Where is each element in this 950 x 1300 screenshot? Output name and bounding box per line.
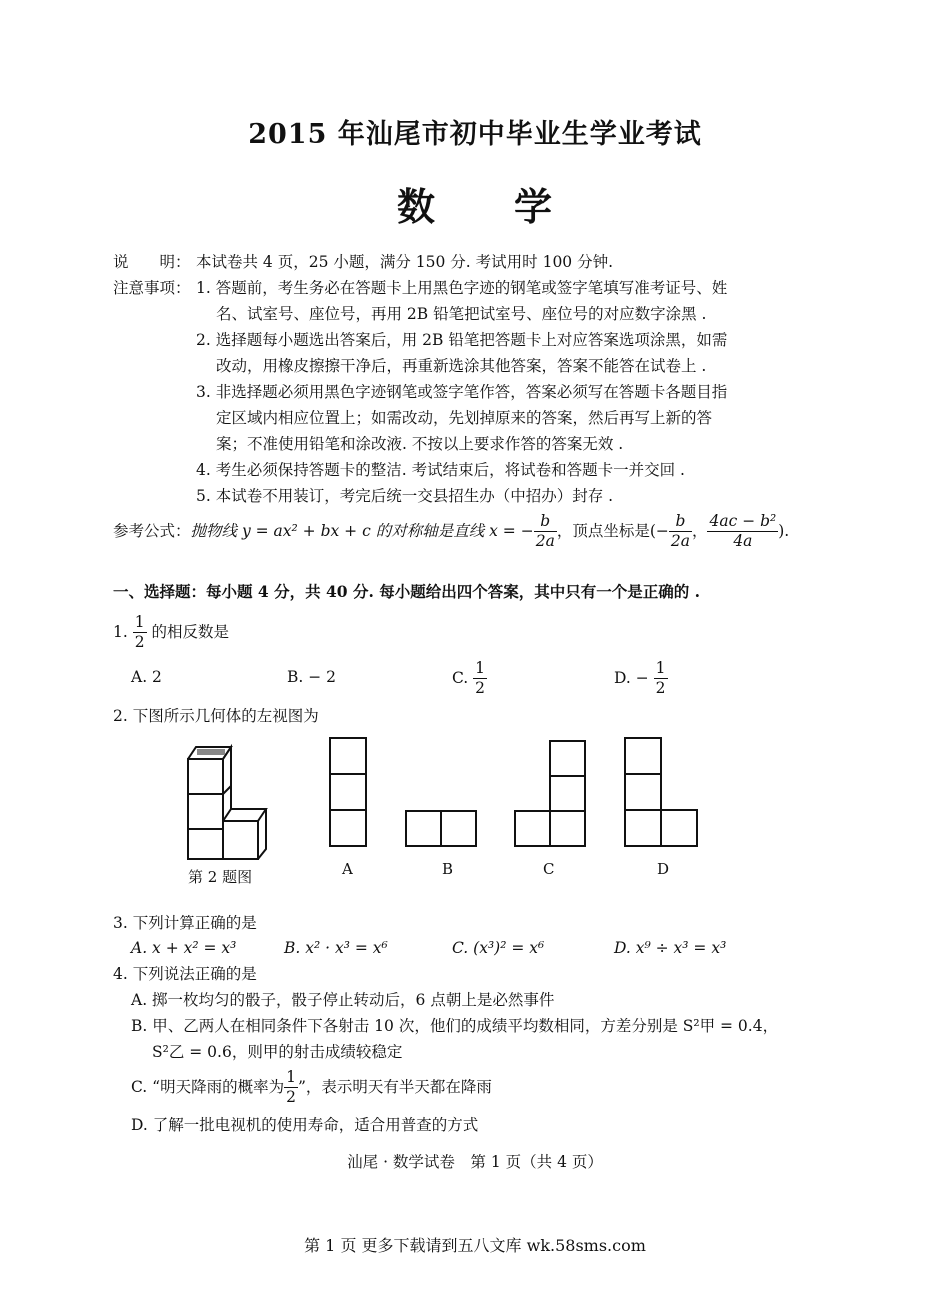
option-label-d: D <box>657 860 670 878</box>
note-line: 案；不准使用铅笔和涂改液. 不按以上要求作答的答案无效 . <box>216 435 624 453</box>
question-1: 1. $\frac{1}{2}$ 的相反数是 <box>113 612 230 651</box>
exam-title: 2015 年汕尾市初中毕业生学业考试 <box>248 119 702 150</box>
site-footer: 第 1 页 更多下载请到五八文库 wk.58sms.com <box>304 1236 646 1255</box>
option-label-b: B <box>442 860 454 878</box>
q1-option-b: B. − 2 <box>287 668 337 686</box>
description-label: 说 明： <box>113 253 191 271</box>
note-line: 2. 选择题每小题选出答案后，用 2B 铅笔把答题卡上对应答案选项涂黑，如需 <box>196 331 728 349</box>
figure-caption: 第 2 题图 <box>188 868 253 886</box>
subject-title: 数 学 <box>396 185 553 229</box>
note-line: 名、试室号、座位号，再用 2B 铅笔把试室号、座位号的对应数字涂黑 . <box>216 305 707 323</box>
q4-option-d: D. 了解一批电视机的使用寿命，适合用普查的方式 <box>131 1116 479 1134</box>
q3-option-a: A. x + x² = x³ <box>131 939 237 957</box>
q4-option-b: B. 甲、乙两人在相同条件下各射击 10 次，他们的成绩平均数相同，方差分别是 S²甲 = 0.4， <box>131 1017 779 1035</box>
note-line: 定区域内相应位置上；如需改动，先划掉原来的答案，然后再写上新的答 <box>216 409 713 427</box>
reference-formula: 参考公式： 抛物线 y = ax² + bx + c 的对称轴是直线 x = − $\frac{b}{2a}$ ，顶点坐标是(− $\frac{b}{2a}$ ， $\frac{\text{4ac − b²}}{4a}$ ). <box>113 511 790 550</box>
q3-option-c: C. (x³)² = x⁶ <box>452 939 545 957</box>
q1-option-a: A. 2 <box>131 668 162 686</box>
q3-option-d: D. x⁹ ÷ x³ = x³ <box>614 939 727 957</box>
fraction: $\frac{1}{2}$ <box>134 612 145 651</box>
solid-figure <box>188 747 266 859</box>
q4-option-c: C. “明天降雨的概率为 $\frac{1}{2}$ ”，表示明天有半天都在降雨 <box>131 1067 492 1106</box>
q1-option-c: C. $\frac{1}{2}$ <box>452 658 486 697</box>
formula-text: ，顶点坐标是(− <box>556 522 669 540</box>
option-label-a: A <box>342 860 353 878</box>
description-text: 本试卷共 4 页，25 小题，满分 150 分. 考试用时 100 分钟. <box>196 253 614 271</box>
notes-label: 注意事项： <box>113 279 191 297</box>
page-footer: 汕尾 · 数学试卷 第 1 页（共 4 页） <box>347 1153 603 1171</box>
option-a-figure <box>330 738 366 846</box>
q4-option-a: A. 掷一枚均匀的骰子，骰子停止转动后，6 点朝上是必然事件 <box>131 991 555 1009</box>
fraction: $\frac{\text{4ac − b²}}{4a}$ <box>709 511 777 550</box>
note-line: 3. 非选择题必须用黑色字迹钢笔或签字笔作答，答案必须写在答题卡各题目指 <box>196 383 728 401</box>
fraction: $\frac{b}{2a}$ <box>670 511 690 550</box>
q1-option-d: D. − $\frac{1}{2}$ <box>614 658 666 697</box>
note-line: 改动，用橡皮擦擦干净后，再重新选涂其他答案，答案不能答在试卷上 . <box>216 357 707 375</box>
option-b-figure <box>406 811 476 846</box>
q4-option-b-cont: S²乙 = 0.6，则甲的射击成绩较稳定 <box>152 1043 403 1061</box>
note-line: 5. 本试卷不用装订，考完后统一交县招生办（中招办）封存 . <box>196 487 614 505</box>
option-c-figure <box>515 741 585 846</box>
note-line: 4. 考生必须保持答题卡的整洁. 考试结束后，将试卷和答题卡一并交回 . <box>196 461 685 479</box>
question-2: 2. 下图所示几何体的左视图为 <box>113 707 319 725</box>
option-label-c: C <box>543 860 555 878</box>
fraction: $\frac{b}{2a}$ <box>535 511 555 550</box>
option-d-figure <box>625 738 697 846</box>
formula-label: 参考公式： <box>113 522 191 540</box>
note-line: 1. 答题前，考生务必在答题卡上用黑色字迹的钢笔或签字笔填写准考证号、姓 <box>196 279 728 297</box>
question-3: 3. 下列计算正确的是 <box>113 914 257 932</box>
q3-option-b: B. x² · x³ = x⁶ <box>284 939 388 957</box>
question-4: 4. 下列说法正确的是 <box>113 965 257 983</box>
section-heading: 一、选择题：每小题 4 分，共 40 分. 每小题给出四个答案，其中只有一个是正确的 . <box>113 582 701 601</box>
formula-text: 抛物线 y = ax² + bx + c 的对称轴是直线 x = − <box>190 522 534 540</box>
q2-figures <box>180 735 720 860</box>
